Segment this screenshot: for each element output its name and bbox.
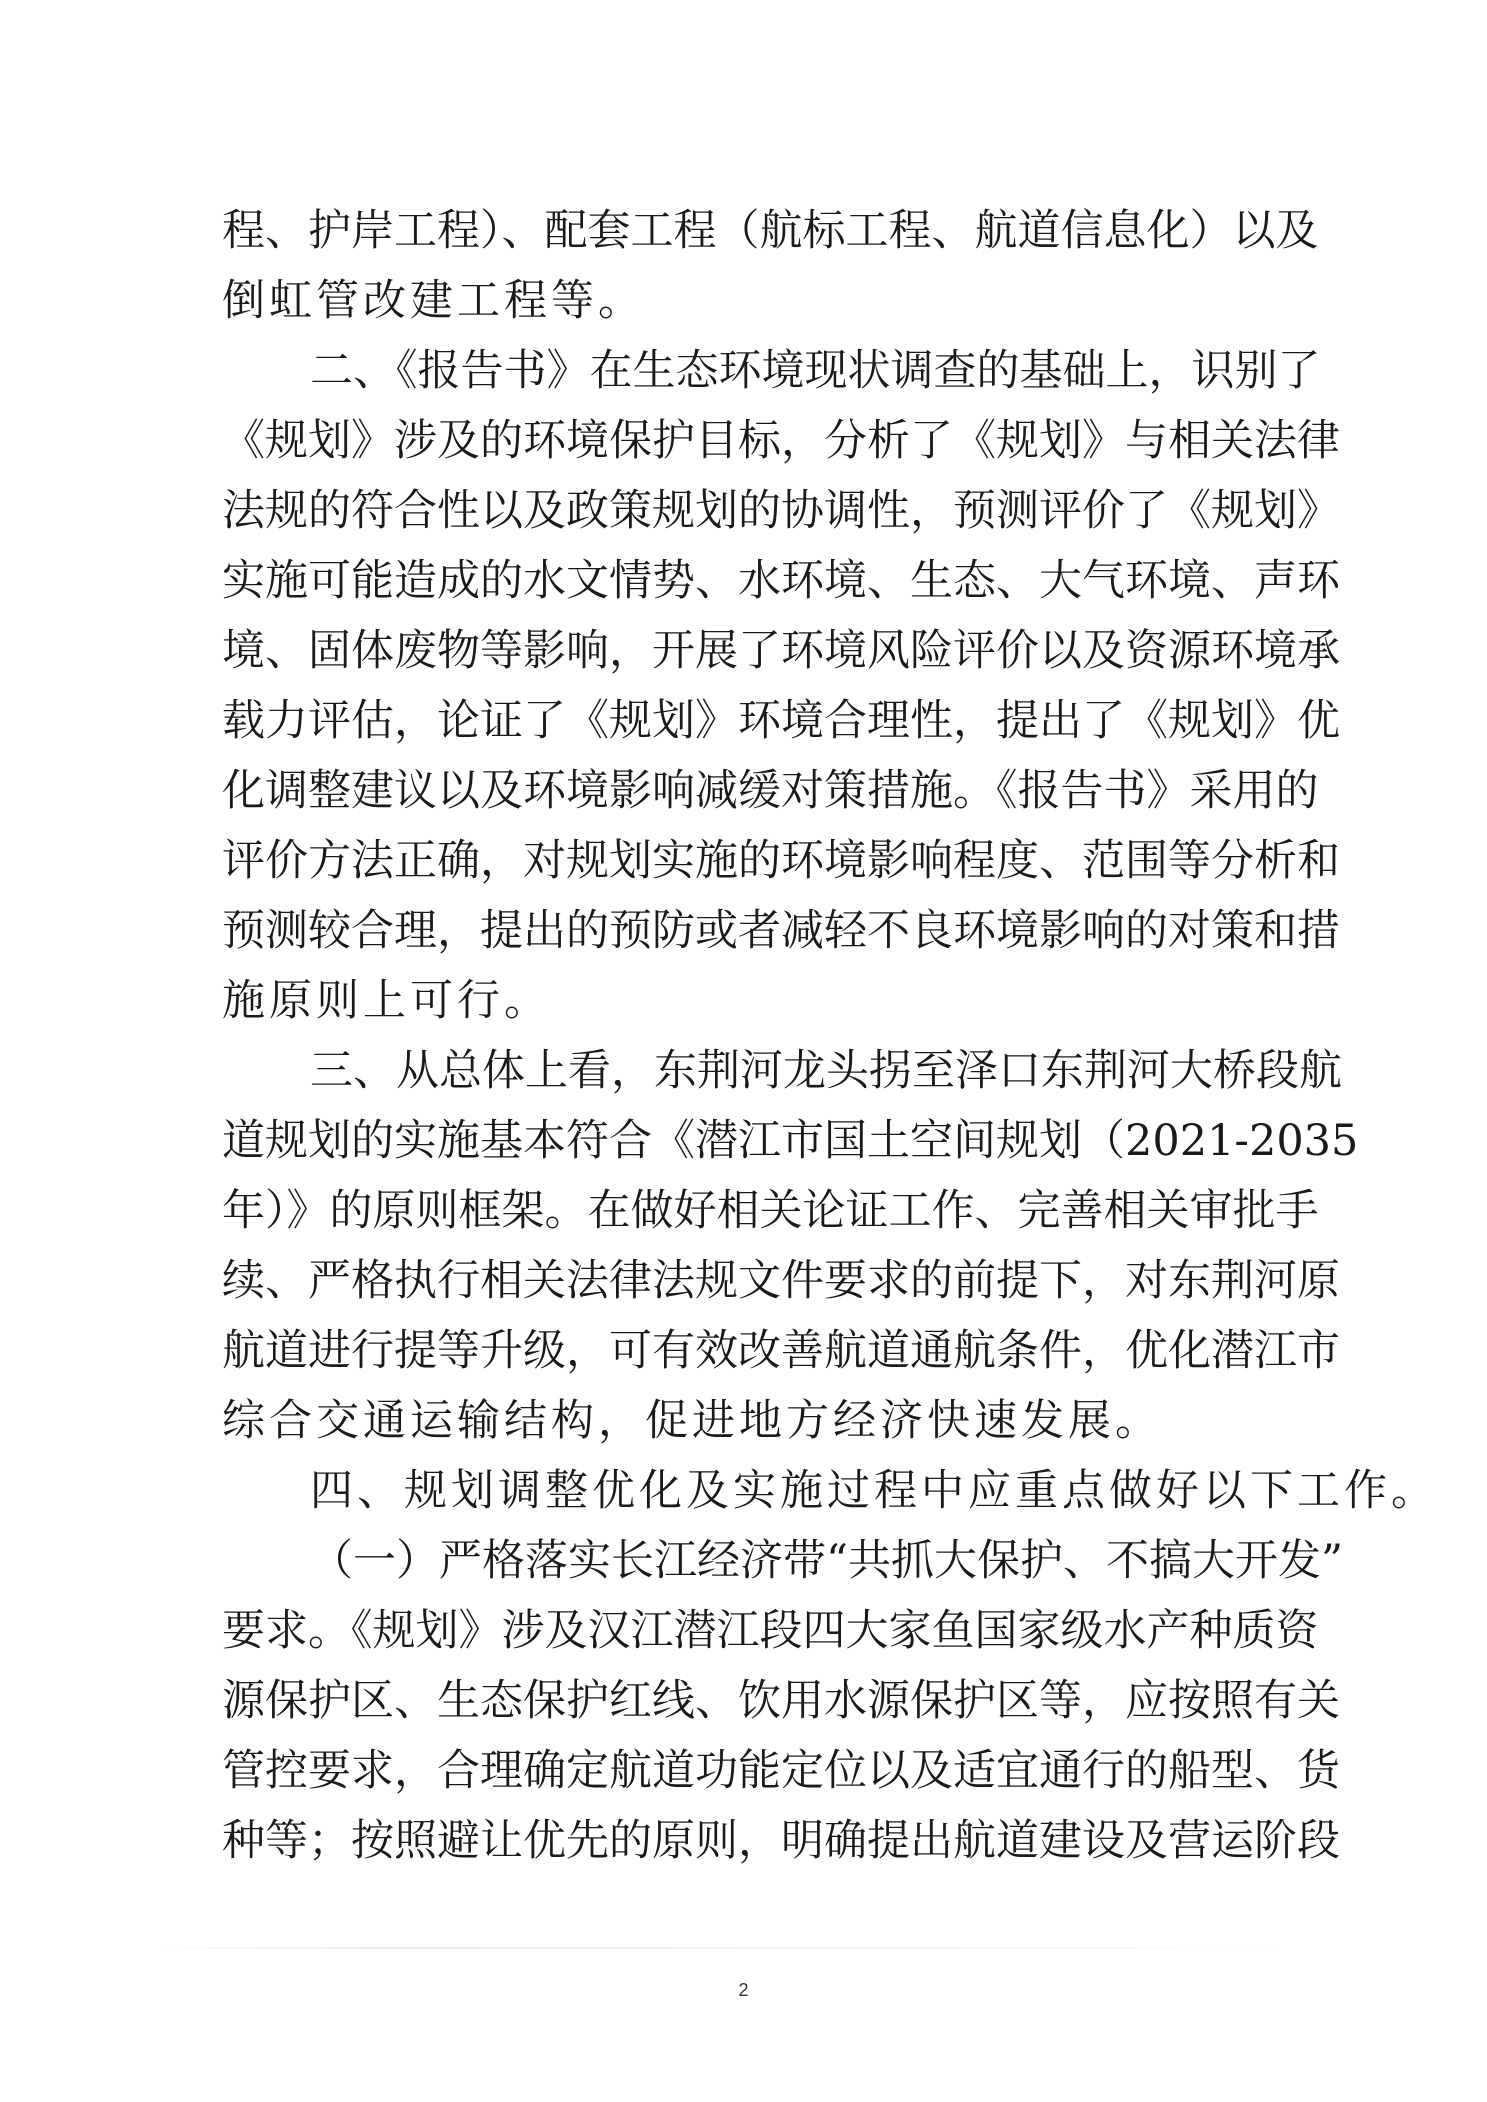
text-line: 综合交通运输结构，促进地方经济快速发展。: [222, 1396, 1162, 1446]
text-line: 法规的符合性以及政策规划的协调性，预测评价了《规划》: [222, 486, 1340, 536]
paragraph-2-start: 二、《报告书》在生态环境现状调查的基础上，识别了: [310, 346, 1321, 396]
text-line: 预测较合理，提出的预防或者减轻不良环境影响的对策和措: [222, 906, 1340, 956]
document-body: [222, 196, 1438, 1876]
scan-artifact: [150, 1947, 1300, 1949]
paragraph-3-start: 三、从总体上看，东荆河龙头拐至泽口东荆河大桥段航: [310, 1046, 1342, 1096]
text-line: 管控要求，合理确定航道功能定位以及适宜通行的船型、货: [222, 1746, 1340, 1796]
text-line: 施原则上可行。: [222, 976, 551, 1026]
text-line: 源保护区、生态保护红线、饮用水源保护区等，应按照有关: [222, 1676, 1340, 1726]
text-line: 要求。《规划》涉及汉江潜江段四大家鱼国家级水产种质资: [222, 1606, 1319, 1656]
text-line: 境、固体废物等影响，开展了环境风险评价以及资源环境承: [222, 626, 1340, 676]
text-line: 航道进行提等升级，可有效改善航道通航条件，优化潜江市: [222, 1326, 1340, 1376]
subsection-1-start: （一）严格落实长江经济带“共抓大保护、不搞大开发”: [310, 1536, 1343, 1586]
text-line: 道规划的实施基本符合《潜江市国土空间规划（2021-2035: [222, 1116, 1359, 1166]
text-line: 程、护岸工程）、配套工程（航标工程、航道信息化）以及: [222, 206, 1319, 256]
page-number: 2: [738, 1980, 749, 2000]
paragraph-4-start: 四、规划调整优化及实施过程中应重点做好以下工作。: [310, 1466, 1438, 1516]
text-line: 年）》的原则框架。在做好相关论证工作、完善相关审批手: [222, 1186, 1319, 1236]
text-line: 种等；按照避让优先的原则，明确提出航道建设及营运阶段: [222, 1816, 1340, 1866]
text-line: 实施可能造成的水文情势、水环境、生态、大气环境、声环: [222, 556, 1340, 606]
text-line: 《规划》涉及的环境保护目标，分析了《规划》与相关法律: [222, 416, 1340, 466]
text-line: 续、严格执行相关法律法规文件要求的前提下，对东荆河原: [222, 1256, 1340, 1306]
text-line: 倒虹管改建工程等。: [222, 276, 645, 326]
text-line: 评价方法正确，对规划实施的环境影响程度、范围等分析和: [222, 836, 1340, 886]
text-line: 载力评估，论证了《规划》环境合理性，提出了《规划》优: [222, 696, 1340, 746]
text-line: 化调整建议以及环境影响减缓对策措施。《报告书》采用的: [222, 766, 1319, 816]
